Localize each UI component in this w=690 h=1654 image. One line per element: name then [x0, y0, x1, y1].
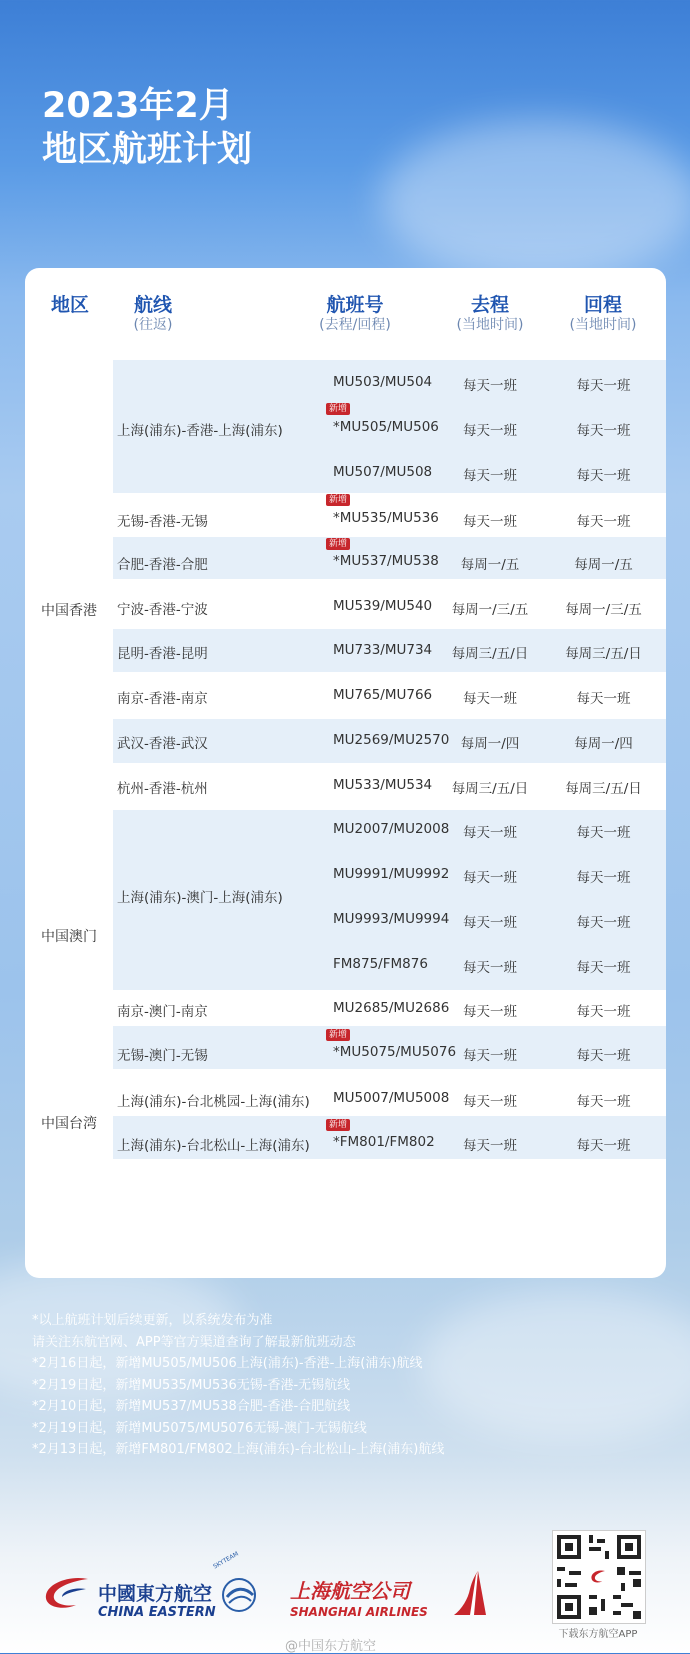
watermark: @中国东方航空	[285, 1639, 377, 1654]
note-line: *以上航班计划后续更新，以系统发布为准	[32, 1313, 273, 1328]
route-cell: 无锡-澳门-无锡	[117, 1048, 208, 1064]
china-eastern-cn: 中國東方航空	[98, 1583, 213, 1605]
flight-number: MU2007/MU2008	[333, 821, 450, 837]
outbound-schedule: 每天一班	[463, 423, 517, 439]
outbound-schedule: 每天一班	[463, 870, 517, 886]
route-cell: 上海(浦东)-澳门-上海(浦东)	[117, 890, 283, 906]
outbound-schedule: 每天一班	[463, 915, 517, 931]
header-route-sub: (往返)	[133, 317, 173, 333]
note-line: *2月13日起，新增FM801/FM802上海(浦东)-台北松山-上海(浦东)航线	[32, 1442, 445, 1457]
route-cell: 昆明-香港-昆明	[117, 646, 208, 662]
new-badge: 新增	[326, 1119, 350, 1131]
flight-number: MU5007/MU5008	[333, 1090, 450, 1106]
outbound-schedule: 每天一班	[463, 825, 517, 841]
outbound-schedule: 每周一/三/五	[451, 602, 529, 618]
note-line: *2月19日起，新增MU5075/MU5076无锡-澳门-无锡航线	[32, 1420, 367, 1436]
skyteam-logo-icon	[215, 1567, 263, 1621]
qr-code-icon	[553, 1531, 645, 1623]
flight-number: MU9993/MU9994	[333, 911, 450, 927]
return-schedule: 每天一班	[576, 378, 631, 394]
flight-number: MU9991/MU9992	[333, 866, 450, 882]
return-schedule: 每天一班	[576, 960, 631, 976]
outbound-schedule: 每天一班	[463, 1138, 517, 1154]
region-hong-kong: 中国香港	[41, 603, 97, 619]
return-schedule: 每天一班	[576, 514, 631, 530]
header-flight-sub: (去程/回程)	[319, 317, 391, 333]
route-cell: 宁波-香港-宁波	[117, 602, 208, 618]
note-line: *2月16日起，新增MU505/MU506上海(浦东)-香港-上海(浦东)航线	[32, 1356, 423, 1371]
title-line-2: 地区航班计划	[42, 130, 253, 170]
shanghai-airlines-logo-icon	[448, 1569, 488, 1617]
note-line: 请关注东航官网、APP等官方渠道查询了解最新航班动态	[32, 1334, 356, 1350]
flight-number: *MU5075/MU5076	[333, 1044, 457, 1060]
return-schedule: 每天一班	[576, 870, 631, 886]
outbound-schedule: 每天一班	[463, 378, 517, 394]
qr-caption: 下载东方航空APP	[558, 1629, 638, 1640]
flight-number: MU503/MU504	[333, 374, 433, 390]
return-schedule: 每天一班	[576, 1138, 631, 1154]
header-outbound: 去程	[470, 294, 509, 316]
route-cell: 无锡-香港-无锡	[117, 514, 208, 530]
qr-code[interactable]	[552, 1530, 646, 1624]
route-cell: 南京-香港-南京	[117, 691, 208, 707]
outbound-schedule: 每天一班	[463, 960, 517, 976]
flight-number: MU507/MU508	[333, 464, 433, 480]
return-schedule: 每天一班	[576, 691, 631, 707]
flight-number: MU2685/MU2686	[333, 1000, 450, 1016]
note-line: *2月19日起，新增MU535/MU536无锡-香港-无锡航线	[32, 1377, 351, 1393]
return-schedule: 每天一班	[576, 1048, 631, 1064]
route-cell: 杭州-香港-杭州	[117, 781, 208, 797]
new-badge: 新增	[326, 1029, 350, 1041]
flight-number: *MU505/MU506	[333, 419, 439, 435]
title-line-1: 2023年2月	[42, 86, 234, 126]
outbound-schedule: 每周一/四	[460, 736, 520, 752]
cloud-decoration	[420, 1290, 690, 1440]
return-schedule: 每周一/五	[574, 557, 633, 573]
header-route: 航线	[133, 294, 172, 316]
outbound-schedule: 每天一班	[463, 691, 517, 707]
return-schedule: 每天一班	[576, 468, 631, 484]
flight-number: MU733/MU734	[333, 642, 433, 658]
region-taiwan: 中国台湾	[41, 1116, 97, 1132]
flight-number: MU533/MU534	[333, 777, 433, 793]
return-schedule: 每周一/四	[574, 736, 633, 752]
skyteam-label: SKYTEAM	[212, 1550, 240, 1571]
route-cell: 上海(浦东)-台北松山-上海(浦东)	[117, 1138, 310, 1154]
header-return-sub: (当地时间)	[569, 317, 637, 333]
china-eastern-en: CHINA EASTERN	[98, 1605, 216, 1620]
return-schedule: 每周一/三/五	[565, 602, 642, 618]
china-eastern-logo-icon	[42, 1573, 92, 1613]
outbound-schedule: 每天一班	[463, 468, 517, 484]
route-cell: 上海(浦东)-香港-上海(浦东)	[117, 423, 283, 439]
flight-number: *MU537/MU538	[333, 553, 439, 569]
header-region: 地区	[50, 294, 89, 316]
outbound-schedule: 每天一班	[463, 1004, 517, 1020]
shanghai-airlines-cn: 上海航空公司	[290, 1579, 410, 1603]
return-schedule: 每天一班	[576, 1004, 631, 1020]
flight-number: MU2569/MU2570	[333, 732, 450, 748]
outbound-schedule: 每周三/五/日	[451, 781, 529, 797]
route-cell: 合肥-香港-合肥	[117, 557, 208, 573]
return-schedule: 每周三/五/日	[565, 781, 642, 797]
return-schedule: 每天一班	[576, 915, 631, 931]
region-macau: 中国澳门	[41, 929, 97, 945]
route-cell: 武汉-香港-武汉	[117, 736, 208, 752]
flight-number: MU765/MU766	[333, 687, 433, 703]
flight-number: FM875/FM876	[333, 956, 428, 972]
flight-number: *MU535/MU536	[333, 510, 439, 526]
return-schedule: 每天一班	[576, 825, 631, 841]
header-outbound-sub: (当地时间)	[456, 317, 524, 333]
outbound-schedule: 每周一/五	[460, 557, 520, 573]
new-badge: 新增	[326, 403, 350, 415]
note-line: *2月10日起，新增MU537/MU538合肥-香港-合肥航线	[32, 1399, 351, 1414]
header-flight: 航班号	[326, 294, 384, 316]
flight-schedule-card	[25, 268, 666, 1278]
footnotes	[32, 1310, 444, 1461]
new-badge: 新增	[326, 494, 350, 506]
new-badge: 新增	[326, 538, 350, 550]
outbound-schedule: 每天一班	[463, 514, 517, 530]
outbound-schedule: 每天一班	[463, 1094, 517, 1110]
flight-number: MU539/MU540	[333, 598, 433, 614]
outbound-schedule: 每天一班	[463, 1048, 517, 1064]
outbound-schedule: 每周三/五/日	[451, 646, 529, 662]
header-return: 回程	[583, 294, 622, 316]
shanghai-airlines-en: SHANGHAI AIRLINES	[290, 1605, 428, 1619]
return-schedule: 每周三/五/日	[565, 646, 642, 662]
cloud-decoration	[380, 120, 690, 280]
return-schedule: 每天一班	[576, 423, 631, 439]
page-title	[42, 84, 252, 172]
return-schedule: 每天一班	[576, 1094, 631, 1110]
route-cell: 上海(浦东)-台北桃园-上海(浦东)	[117, 1094, 310, 1110]
flight-number: *FM801/FM802	[333, 1134, 435, 1150]
route-cell: 南京-澳门-南京	[117, 1004, 208, 1020]
